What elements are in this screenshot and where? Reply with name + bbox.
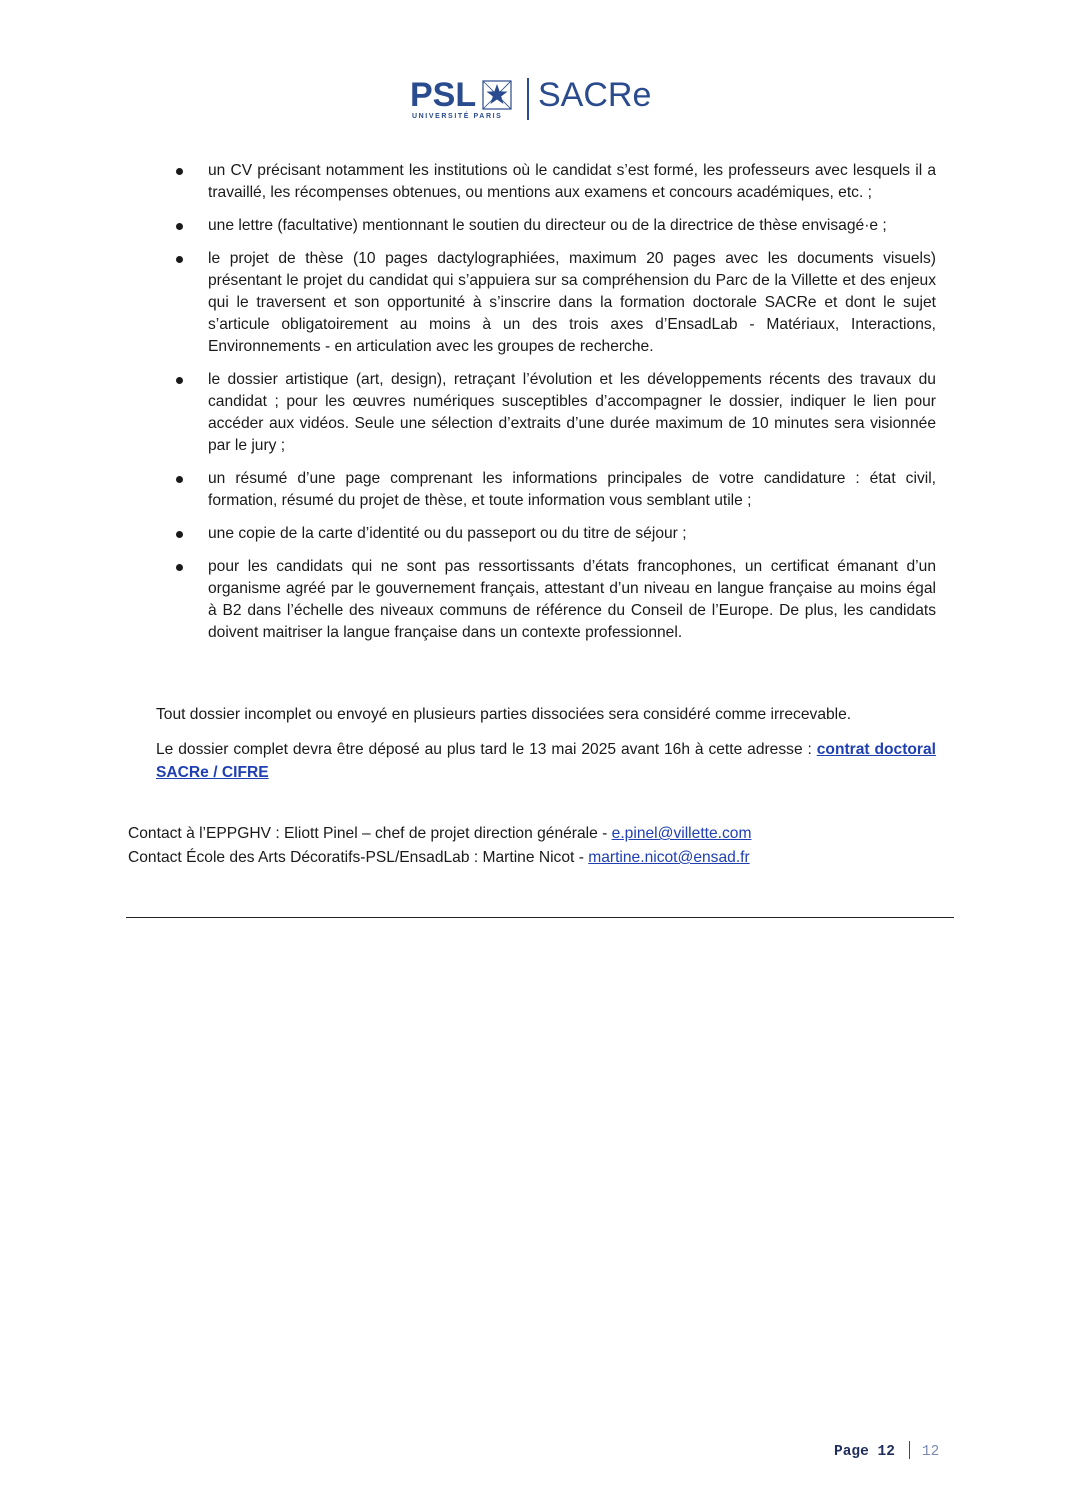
list-item bbox=[174, 556, 936, 644]
bullet-icon bbox=[176, 564, 183, 571]
horizontal-divider bbox=[126, 917, 954, 918]
deadline-text: Le dossier complet devra être déposé au plus tard le 13 mai 2025 avant 16h à cette adresse : bbox=[156, 741, 817, 758]
list-item bbox=[174, 523, 936, 545]
deadline-paragraph bbox=[156, 738, 936, 784]
list-item-text: pour les candidats qui ne sont pas ressortissants d’états francophones, un certificat émanant d’un organisme agréé par le gouvernement français, attestant d’un niveau en langue française au moins égal à B2 dans l’échelle des niveaux communs de référence du Conseil de l’Europe. De plus, les candidats doivent maitriser la langue française dans un contexte professionnel. bbox=[208, 558, 936, 641]
contact-ensad bbox=[128, 846, 750, 869]
list-item bbox=[174, 160, 936, 204]
list-item-text: le dossier artistique (art, design), retraçant l’évolution et les développements récents des travaux du candidat ; pour les œuvres numériques susceptibles d’accompagner le dossier, indiquer le lien pour accéder aux vidéos. Seule une sélection d’extraits d’une durée maximum de 10 minutes sera visionnée par le jury ; bbox=[208, 371, 936, 454]
email-link[interactable]: e.pinel@villette.com bbox=[611, 825, 752, 842]
application-link[interactable]: contrat doctoral SACRe / CIFRE bbox=[156, 741, 937, 781]
logo-separator bbox=[527, 78, 529, 120]
psl-logo-text: PSL bbox=[410, 76, 477, 114]
bullet-icon bbox=[176, 223, 183, 230]
bullet-icon bbox=[176, 531, 183, 538]
psl-sacre-logo bbox=[410, 76, 680, 124]
list-item bbox=[174, 369, 936, 457]
list-item bbox=[174, 215, 936, 237]
bullet-icon bbox=[176, 256, 183, 263]
list-item-text: le projet de thèse (10 pages dactylographiées, maximum 20 pages avec les documents visuels) présentant le projet du candidat qui s’appuiera sur sa compréhension du Parc de la Villette et des enjeux qui le traversent et son opportunité à s’inscrire dans la formation doctorale SACRe et dont le sujet s’articule obligatoirement au moins à un des trois axes d’EnsadLab - Matériaux, Interactions, Environnements - en articulation avec les groupes de recherche. bbox=[208, 250, 936, 355]
psl-logo-subtitle: UNIVERSITÉ PARIS bbox=[412, 113, 503, 120]
list-item bbox=[174, 248, 936, 358]
requirements-list bbox=[174, 160, 936, 655]
email-link[interactable]: martine.nicot@ensad.fr bbox=[588, 849, 750, 866]
contact-text: Contact à l’EPPGHV : Eliott Pinel – chef de projet direction générale - bbox=[128, 825, 612, 842]
bullet-icon bbox=[176, 476, 183, 483]
list-item-text: un CV précisant notamment les institutions où le candidat s’est formé, les professeurs avec lesquels il a travaillé, les récompenses obtenues, ou mentions aux examens et concours académiques, etc. ; bbox=[208, 162, 936, 201]
list-item-text: une copie de la carte d’identité ou du passeport ou du titre de séjour ; bbox=[208, 525, 687, 542]
bullet-icon bbox=[176, 377, 183, 384]
contact-text: Contact École des Arts Décoratifs-PSL/EnsadLab : Martine Nicot - bbox=[128, 849, 589, 866]
bullet-icon bbox=[176, 168, 183, 175]
page-number: 12 bbox=[921, 1444, 940, 1460]
sacre-logo-text: SACRe bbox=[538, 76, 652, 114]
contact-eppghv bbox=[128, 822, 751, 845]
list-item-text: une lettre (facultative) mentionnant le soutien du directeur ou de la directrice de thèse envisagé·e ; bbox=[208, 217, 887, 234]
list-item-text: un résumé d’une page comprenant les informations principales de votre candidature : état civil, formation, résumé du projet de thèse, et toute information vous semblant utile ; bbox=[208, 470, 936, 509]
incomplete-notice: Tout dossier incomplet ou envoyé en plusieurs parties dissociées sera considéré comme irrecevable. bbox=[156, 706, 852, 723]
star-icon bbox=[482, 80, 512, 110]
list-item bbox=[174, 468, 936, 512]
page-label: Page 12 bbox=[834, 1444, 895, 1460]
page-footer bbox=[834, 1441, 939, 1460]
footer-separator bbox=[909, 1441, 910, 1459]
